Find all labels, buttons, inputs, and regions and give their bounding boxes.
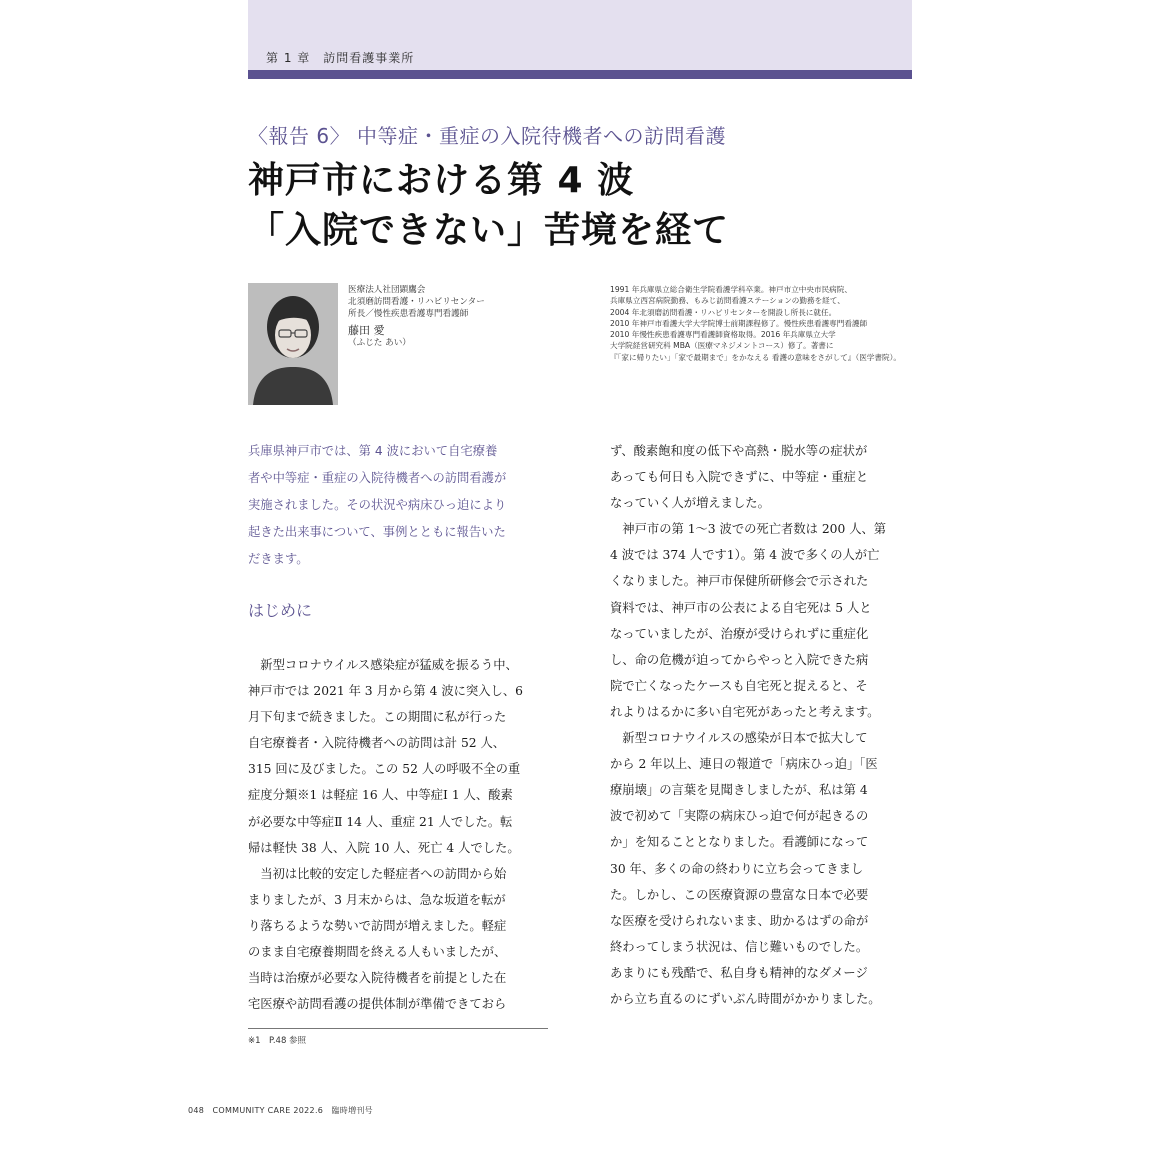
body-line: まりましたが、3 月末からは、急な坂道を転が xyxy=(248,892,506,907)
lead-line: 起きた出来事について、事例とともに報告いた xyxy=(248,525,506,539)
body-line: か」を知ることとなりました。看護師になって xyxy=(610,835,869,850)
body-line: から立ち直るのにずいぶん時間がかかりました。 xyxy=(610,991,881,1006)
author-kana: （ふじた あい） xyxy=(348,338,411,348)
section-heading: はじめに xyxy=(248,601,313,620)
body-line: あっても何日も入院できずに、中等症・重症と xyxy=(610,470,869,485)
body-line: 療崩壊」の言葉を見聞きしましたが、私は第 4 xyxy=(610,783,868,798)
lead-paragraph xyxy=(248,438,558,573)
body-line: 波で初めて「実際の病床ひっ迫で何が起きるの xyxy=(610,809,869,824)
body-line: れよりはるかに多い自宅死があったと考えます。 xyxy=(610,704,880,719)
body-column-left xyxy=(248,652,558,1017)
bio-line: 『「家に帰りたい」「家で最期まで」をかなえる 看護の意味をさがして』（医学書院）。 xyxy=(610,352,901,362)
bio-line: 2010 年神戸市看護大学大学院博士前期課程修了。慢性疾患看護専門看護師 xyxy=(610,318,868,328)
body-column-right xyxy=(610,438,915,1012)
body-line: 4 波では 374 人です1）。第 4 波で多くの人が亡 xyxy=(610,548,880,563)
body-line: 新型コロナウイルスの感染が日本で拡大して xyxy=(610,731,868,746)
body-line: なっていく人が増えました。 xyxy=(610,496,770,511)
body-line: 資料では、神戸市の公表による自宅死は 5 人と xyxy=(610,600,872,615)
bio-line: 兵庫県立西宮病院勤務、もみじ訪問看護ステーションの勤務を経て、 xyxy=(610,296,845,306)
title-line: 神戸市における第 4 波 xyxy=(248,160,635,201)
body-line: くなりました。神戸市保健所研修会で示された xyxy=(610,574,869,589)
author-photo xyxy=(248,283,338,405)
affiliation-line: 所長／慢性疾患看護専門看護師 xyxy=(348,309,469,319)
body-line: 315 回に及びました。この 52 人の呼吸不全の重 xyxy=(248,762,521,777)
affiliation-line: 医療法人社団顕鷹会 xyxy=(348,285,426,295)
lead-line: 者や中等症・重症の入院待機者への訪問看護が xyxy=(248,471,507,485)
body-line: 月下旬まで続きました。この期間に私が行った xyxy=(248,710,507,725)
body-line: 新型コロナウイルス感染症が猛威を振るう中、 xyxy=(248,658,518,672)
footnote: ※1 P.48 参照 xyxy=(248,1036,307,1046)
lead-line: 兵庫県神戸市では、第 4 波において自宅療養 xyxy=(248,444,498,458)
affiliation-line: 北須磨訪問看護・リハビリセンター xyxy=(348,297,485,307)
body-line: から 2 年以上、連日の報道で「病床ひっ迫」「医 xyxy=(610,757,878,772)
header-rule xyxy=(248,70,912,79)
body-line: 当初は比較的安定した軽症者への訪問から始 xyxy=(248,866,507,881)
body-line: り落ちるような勢いで訪問が増えました。軽症 xyxy=(248,918,507,933)
body-line: ず、酸素飽和度の低下や高熱・脱水等の症状が xyxy=(610,444,868,458)
report-label: 〈報告 6〉 中等症・重症の入院待機者への訪問看護 xyxy=(248,124,726,148)
body-line: 神戸市の第 1〜3 波での死亡者数は 200 人、第 xyxy=(610,522,887,537)
body-line: た。しかし、この医療資源の豊富な日本で必要 xyxy=(610,887,869,902)
body-line: 症度分類※1 は軽症 16 人、中等症Ⅰ 1 人、酸素 xyxy=(248,788,513,803)
body-line: あまりにも残酷で、私自身も精神的なダメージ xyxy=(610,965,868,980)
body-line: 帰は軽快 38 人、入院 10 人、死亡 4 人でした。 xyxy=(248,840,520,855)
chapter-label: 第 1 章 訪問看護事業所 xyxy=(266,51,415,65)
page-folio: 048 COMMUNITY CARE 2022.6 臨時増刊号 xyxy=(188,1106,373,1115)
lead-line: だきます。 xyxy=(248,552,309,566)
article-title xyxy=(248,156,729,256)
bio-line: 大学院経営研究科 MBA（医療マネジメントコース）修了。著書に xyxy=(610,341,834,351)
body-line: 院で亡くなったケースも自宅死と捉えると、そ xyxy=(610,678,868,693)
bio-line: 2010 年慢性疾患看護専門看護師資格取得。2016 年兵庫県立大学 xyxy=(610,330,836,340)
body-line: のまま自宅療養期間を終える人もいましたが、 xyxy=(248,945,507,960)
body-line: 30 年、多くの命の終わりに立ち会ってきまし xyxy=(610,861,864,876)
body-line: な医療を受けられないまま、助かるはずの命が xyxy=(610,913,869,928)
author-name: 藤田 愛 xyxy=(348,324,385,337)
author-block xyxy=(348,284,485,349)
body-line: 終わってしまう状況は、信じ難いものでした。 xyxy=(610,939,869,954)
body-line: 宅医療や訪問看護の提供体制が準備できておら xyxy=(248,997,507,1012)
bio-line: 2004 年北須磨訪問看護・リハビリセンターを開設し所長に就任。 xyxy=(610,307,837,317)
body-line: 神戸市では 2021 年 3 月から第 4 波に突入し、6 xyxy=(248,684,523,699)
body-line: 自宅療養者・入院待機者への訪問は計 52 人、 xyxy=(248,736,506,751)
body-line: 当時は治療が必要な入院待機者を前提とした在 xyxy=(248,971,507,986)
bio-line: 1991 年兵庫県立総合衛生学院看護学科卒業。神戸市立中央市民病院、 xyxy=(610,285,852,294)
body-line: なっていましたが、治療が受けられずに重症化 xyxy=(610,626,869,641)
author-bio xyxy=(610,284,915,363)
body-line: が必要な中等症Ⅱ 14 人、重症 21 人でした。転 xyxy=(248,814,513,829)
title-line: 「入院できない」苦境を経て xyxy=(248,210,730,251)
body-line: し、命の危機が迫ってからやっと入院できた病 xyxy=(610,652,869,667)
lead-line: 実施されました。その状況や病床ひっ迫により xyxy=(248,498,507,512)
footnote-divider xyxy=(248,1028,548,1029)
